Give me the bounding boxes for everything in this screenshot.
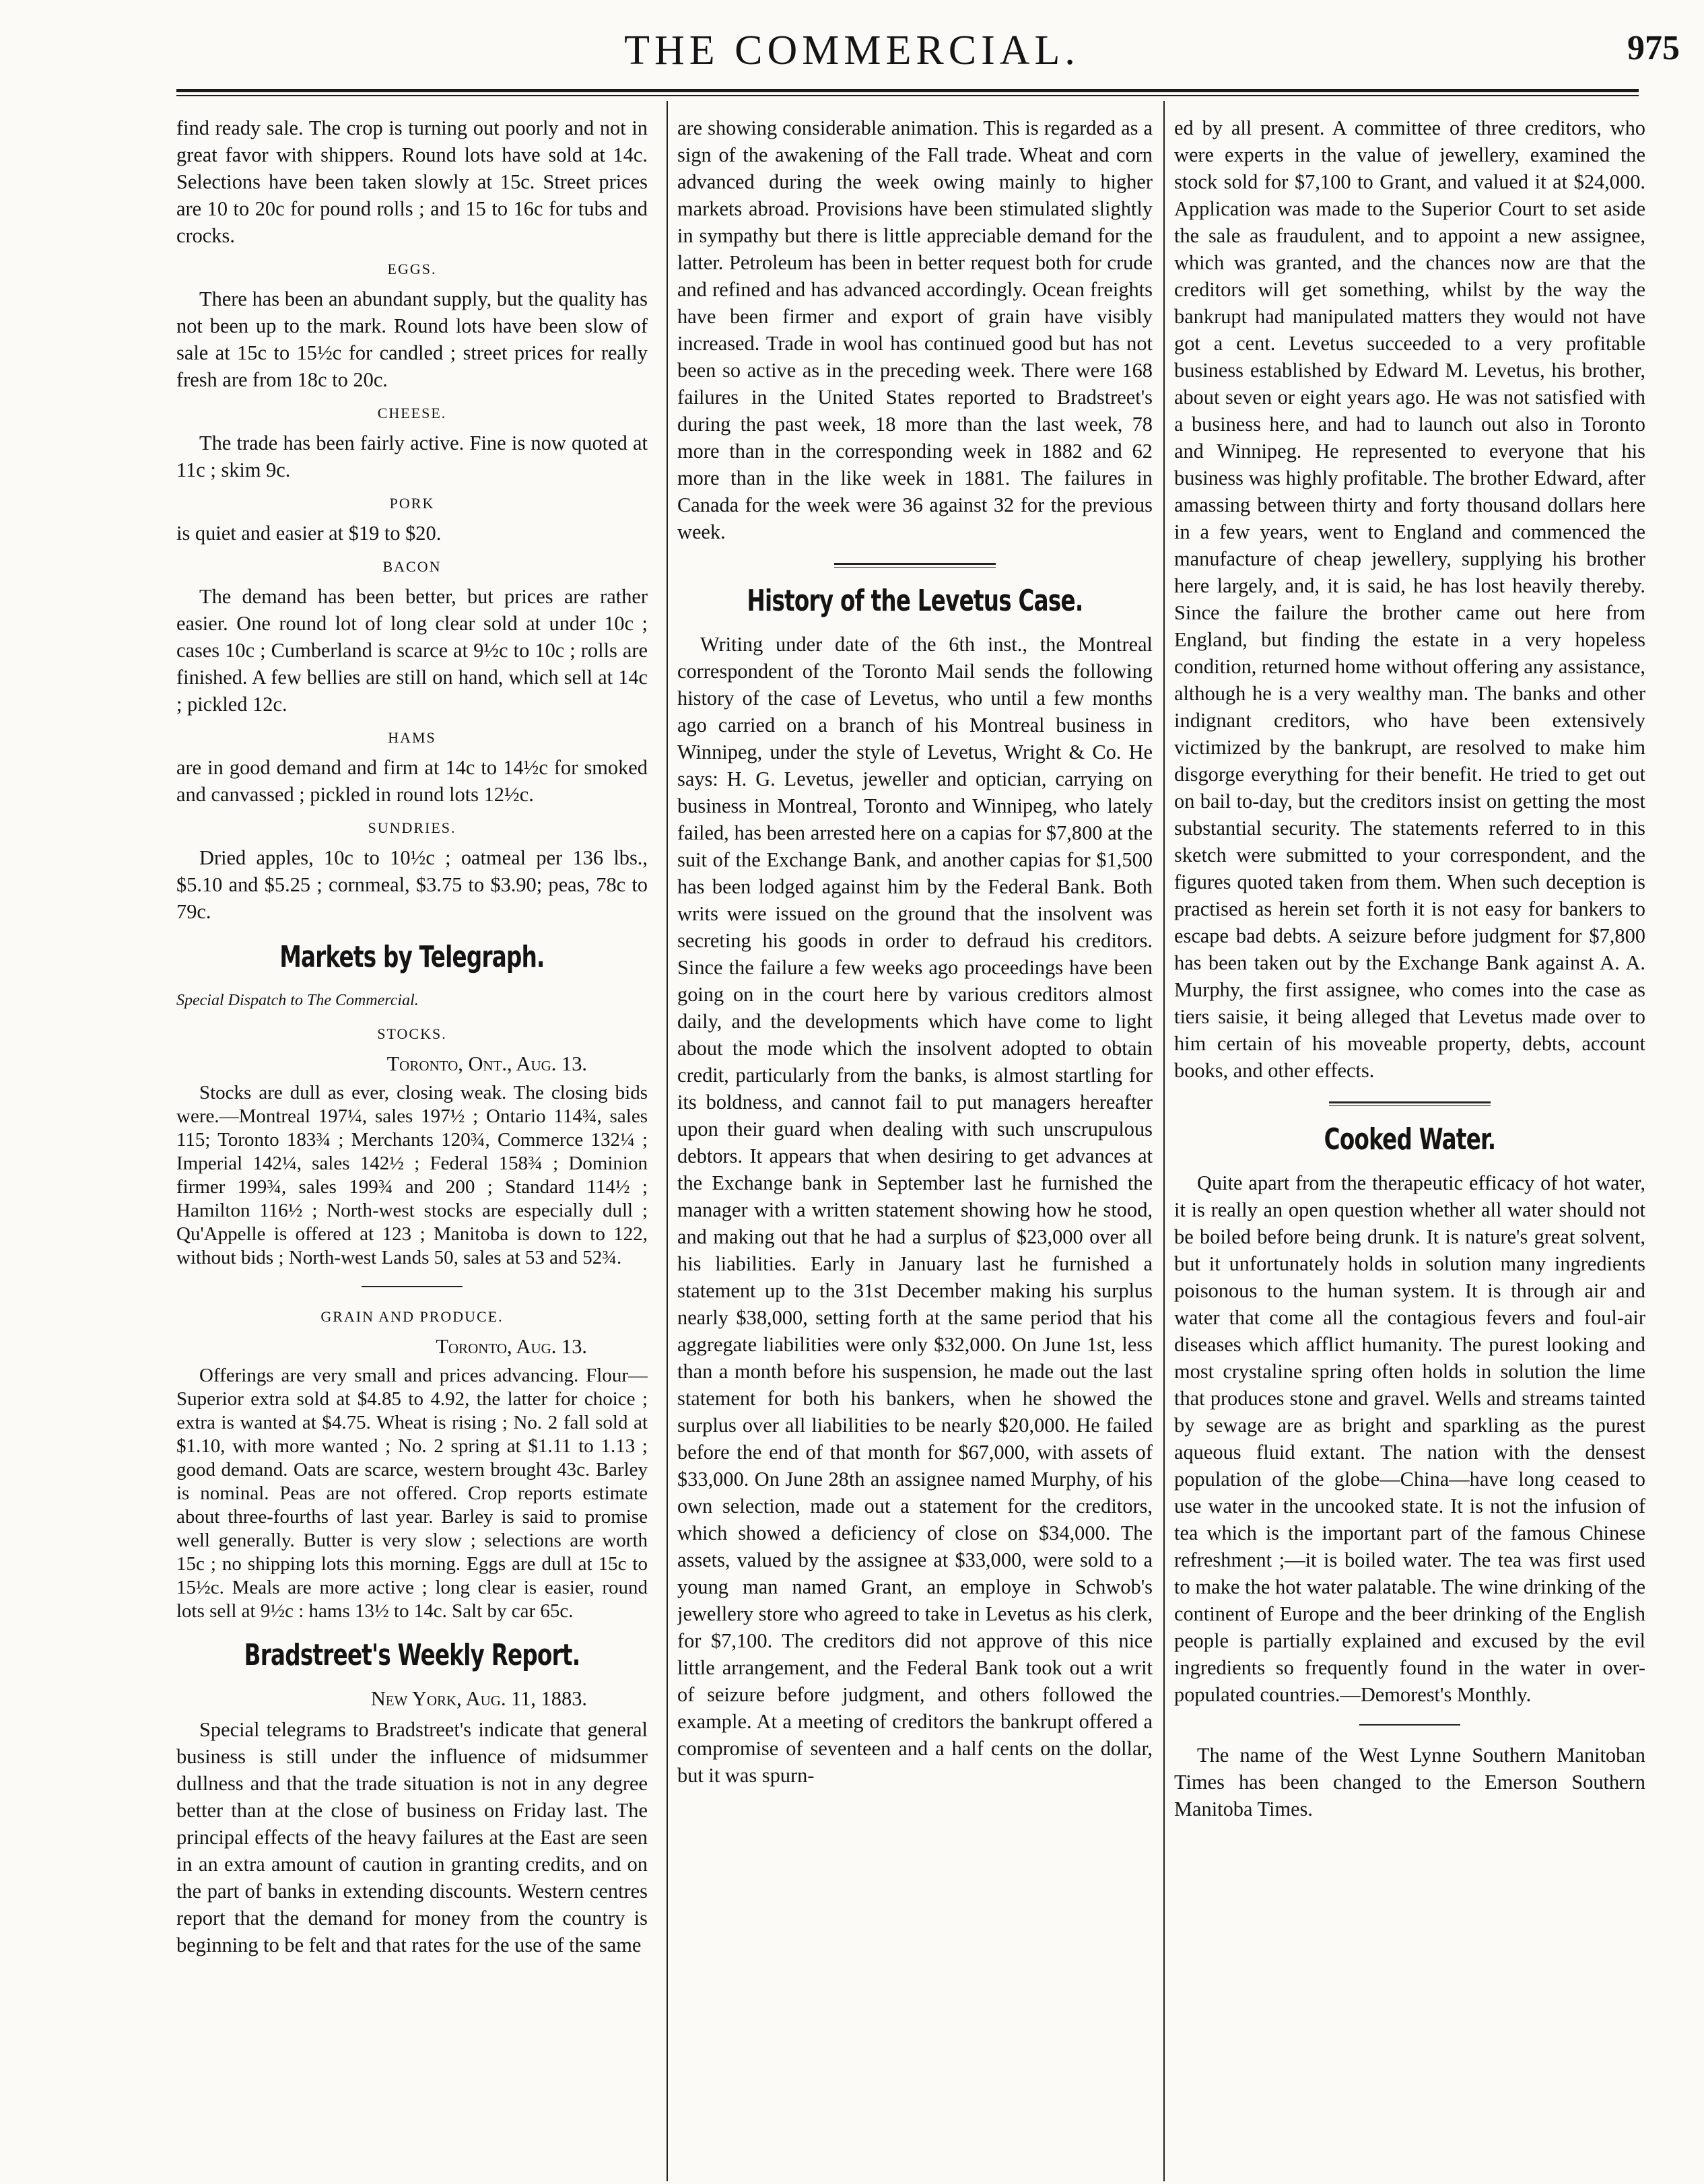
masthead [0, 0, 1704, 94]
special-dispatch-line: Special Dispatch to The Commercial. [176, 992, 419, 1009]
west-lynne-notice: The name of the West Lynne Southern Manitoban Times has been changed to the Emerson Southern Manitoba Times. [1174, 1744, 1645, 1820]
masthead-rule-thin [176, 95, 1639, 96]
butter-continued: find ready sale. The crop is turning out poorly and not in great favor with shippers. Round lots have sold at 14c. Selections have been taken slowly at 15c. Street prices are 10 to 20c for pound rolls ; and 15 to 16c for tubs and crocks. [176, 116, 648, 247]
page-number: 975 [1627, 29, 1680, 67]
column-1 [176, 114, 648, 2168]
pork-paragraph: is quiet and easier at $19 to $20. [176, 522, 442, 545]
column-divider-2 [1163, 101, 1165, 2181]
stocks-subhead: STOCKS. [377, 1025, 447, 1042]
column-2 [677, 114, 1153, 2168]
newspaper-title: THE COMMERCIAL. [624, 28, 1080, 73]
cooked-water-paragraph: Quite apart from the therapeutic efficacy of hot water, it is really an open question whether all water should not be boiled before being drunk. It is nature's great solvent, but it unfortunately holds in solution many ingredients poisonous to the human system. It is through air and water that come all the contagious fevers and foul-air diseases which afflict humanity. The purest looking and most crystaline spring often holds in solution the lime that produces stone and gravel. Wells and streams tainted by sewage are as bright and sparkling as the purest aqueous fluid extant. The nation with the densest population of the globe—China—have long ceased to use water in the uncooked state. It is not the infusion of tea which is the important part of the famous Chinese refreshment ;—it is boiled water. The tea was first used to make the hot water palatable. The wine drinking of the continent of Europe and the beer drinking of the English people is partially explained and excused by the evil ingredients so frequently found in the water in over-populated countries.—Demorest's Monthly. [1174, 1171, 1645, 1706]
hams-subhead: HAMS [388, 729, 436, 746]
pork-subhead: PORK [389, 495, 435, 512]
stocks-dateline: Toronto, Ont., Aug. 13. [386, 1052, 587, 1075]
section-divider-double-2 [1329, 1101, 1491, 1106]
bacon-paragraph: The demand has been better, but prices are rather easier. One round lot of long clear sold at under 10c ; cases 10c ; Cumberland is scarce at 9½c to 10c ; rolls are finished. A few bellies are still on hand, which sell at 14c ; pickled 12c. [176, 585, 648, 716]
levetus-heading: History of the Levetus Case. [747, 584, 1083, 618]
cooked-water-heading: Cooked Water. [1324, 1122, 1496, 1157]
stocks-paragraph: Stocks are dull as ever, closing weak. The closing bids were.—Montreal 197¼, sales 197½ ; Ontario 114¾, sales 115; Toronto 183¾ ; Merchants 120¾, Commerce 132¼ ; Imperial 142¼, sales 142½ ; Federal 158¾ ; Dominion firmer 199¾, sales 199¾ and 200 ; Standard 114½ ; Hamilton 116½ ; North-west stocks are especially dull ; Qu'Appelle is offered at 123 ; Manitoba is down to 122, without bids ; North-west Lands 50, sales at 53 and 52¾. [176, 1082, 648, 1268]
sundries-paragraph: Dried apples, 10c to 10½c ; oatmeal per 136 lbs., $5.10 and $5.25 ; cornmeal, $3.75 to $3.90; peas, 78c to 79c. [176, 846, 648, 923]
bradstreet-continued: are showing considerable animation. This is regarded as a sign of the awakening of the Fall trade. Wheat and corn advanced during the week owing mainly to higher markets abroad. Provisions have been stimulated slightly in sympathy but there is little appreciable demand for the latter. Petroleum has been in better request both for crude and refined and has advanced accordingly. Ocean freights have been firmer and export of grain have visibly increased. Trade in wool has continued good but has not been so active as in the preceding week. There were 168 failures in the United States reported to Bradstreet's during the past week, 18 more than the last week, 78 more than in the corresponding week in 1882 and 62 more than in the like week in 1881. The failures in Canada for the week were 36 against 32 for the previous week. [677, 116, 1153, 543]
grain-subhead: GRAIN AND PRODUCE. [320, 1308, 504, 1325]
cheese-subhead: CHEESE. [377, 405, 447, 421]
masthead-rule-thick [176, 89, 1639, 92]
hams-paragraph: are in good demand and firm at 14c to 14½c for smoked and canvassed ; pickled in round lots 12½c. [176, 756, 648, 806]
eggs-subhead: EGGS. [387, 261, 437, 277]
bradstreet-dateline: New York, Aug. 11, 1883. [370, 1687, 587, 1710]
levetus-continued: ed by all present. A committee of three creditors, who were experts in the value of jewellery, examined the stock sold for $7,100 to Grant, and valued it at $24,000. Application was made to the Superior Court to set aside the sale as fraudulent, and to appoint a new assignee, which was granted, and the chances now are that the creditors will get something, whilst by the way the bankrupt had manipulated matters they would not have got a cent. Levetus succeeded to a very profitable business established by Edward M. Levetus, his brother, about seven or eight years ago. He was not satisfied with a business here, and had to launch out also in Toronto and Winnipeg. He represented to everyone that his business was highly profitable. The brother Edward, after amassing between thirty and forty thousand dollars here in a few years, went to England and commenced the manufacture of cheap jewellery, supplying his brother here largely, and, it is said, he has lost heavily thereby. Since the failure the brother came out here from England, but finding the estate in a very hopeless condition, returned home without offering any assistance, although he is a very wealthy man. The banks and other indignant creditors, who have been extensively victimized by the bankrupt, are resolved to make him disgorge everything for their benefit. He tried to get out on bail to-day, but the creditors insist on getting the most substantial security. The statements referred to in this sketch were submitted to your correspondent, and the figures quoted taken from them. When such deception is practised as herein set forth it is not easy for bankers to escape bad debts. A seizure before judgment for $7,800 has been taken out by the Exchange Bank against A. A. Murphy, the first assignee, who comes into the case as tiers saisie, it being alleged that Levetus made over to him certain of his moveable property, debts, account books, and other effects. [1174, 116, 1645, 1082]
section-divider [362, 1286, 463, 1287]
cheese-paragraph: The trade has been fairly active. Fine is now quoted at 11c ; skim 9c. [176, 432, 648, 481]
section-divider-double [834, 563, 996, 568]
grain-dateline: Toronto, Aug. 13. [436, 1335, 587, 1358]
column-divider-1 [667, 101, 668, 2181]
telegraph-heading: Markets by Telegraph. [279, 940, 545, 974]
section-divider-2 [1359, 1724, 1460, 1726]
bradstreet-paragraph: Special telegrams to Bradstreet's indicate that general business is still under the influence of midsummer dullness and that the trade situation is not in any degree better than at the close of business on Friday last. The principal effects of the heavy failures at the East are seen in an extra amount of caution in granting credits, and on the part of banks in extending discounts. Western centres report that the demand for money from the country is beginning to be felt and that rates for the use of the same [176, 1718, 648, 1956]
eggs-paragraph: There has been an abundant supply, but the quality has not been up to the mark. Round lots have been slow of sale at 15c to 15½c for candled ; street prices for really fresh are from 18c to 20c. [176, 287, 648, 391]
sundries-subhead: SUNDRIES. [368, 819, 456, 836]
grain-paragraph: Offerings are very small and prices advancing. Flour—Superior extra sold at $4.85 to 4.92, the latter for choice ; extra is wanted at $4.75. Wheat is rising ; No. 2 fall sold at $1.10, with more wanted ; No. 2 spring at $1.11 to 1.13 ; good demand. Oats are scarce, western brought 43c. Barley is nominal. Peas are not offered. Crop reports estimate about three-fourths of last year. Barley is said to promise well generally. Butter is very slow ; selections are worth 15c ; no shipping lots this morning. Eggs are dull at 15c to 15½c. Meals are more active ; long clear is easier, round lots sell at 9½c : hams 13½ to 14c. Salt by car 65c. [176, 1365, 648, 1622]
bacon-subhead: BACON [382, 558, 442, 575]
column-3 [1174, 114, 1645, 2168]
bradstreet-heading: Bradstreet's Weekly Report. [244, 1638, 580, 1672]
levetus-paragraph: Writing under date of the 6th inst., the Montreal correspondent of the Toronto Mail sends the following history of the case of Levetus, who until a few months ago carried on a branch of his Montreal business in Winnipeg, under the style of Levetus, Wright & Co. He says: H. G. Levetus, jeweller and optician, carrying on business in Montreal, Toronto and Winnipeg, who lately failed, has been arrested here on a capias for $7,800 at the suit of the Exchange Bank, and another capias for $1,500 has been lodged against him by the Federal Bank. Both writs were issued on the ground that the insolvent was secreting his goods in order to defraud his creditors. Since the failure a few weeks ago proceedings have been going on in the court here by various creditors almost daily, and the developments which have come to light about the mode which the insolvent adopted to obtain credit, particularly from the banks, is almost startling for its boldness, and cannot fail to put managers hereafter upon their guard when dealing with such unscrupulous debtors. It appears that when desiring to get advances at the Exchange bank in September last he furnished the manager with a written statement showing how he stood, and making out that he had a surplus of $23,000 over all his liabilities. Early in January last he furnished a statement up to the 31st December making his surplus nearly $38,000, setting forth at the same period that his aggregate liabilities were only $32,000. On June 1st, less than a month before his suspension, he made out the last statement for both his bankers, when he showed the surplus over all liabilities to be nearly $20,000. He failed before the end of that month for $67,000, with assets of $33,000. On June 28th an assignee named Murphy, of his own selection, made out a statement for the creditors, which showed a deficiency of close on $34,000. The assets, valued by the assignee at $33,000, were sold to a young man named Grant, an employe in Schwob's jewellery store who agreed to take in Levetus as his clerk, for $7,100. The creditors did not approve of this nice little arrangement, and the Federal Bank took out a writ of seizure before judgment, and others followed the example. At a meeting of creditors the bankrupt offered a compromise of seventeen and a half cents on the dollar, but it was spurn- [677, 633, 1153, 1787]
